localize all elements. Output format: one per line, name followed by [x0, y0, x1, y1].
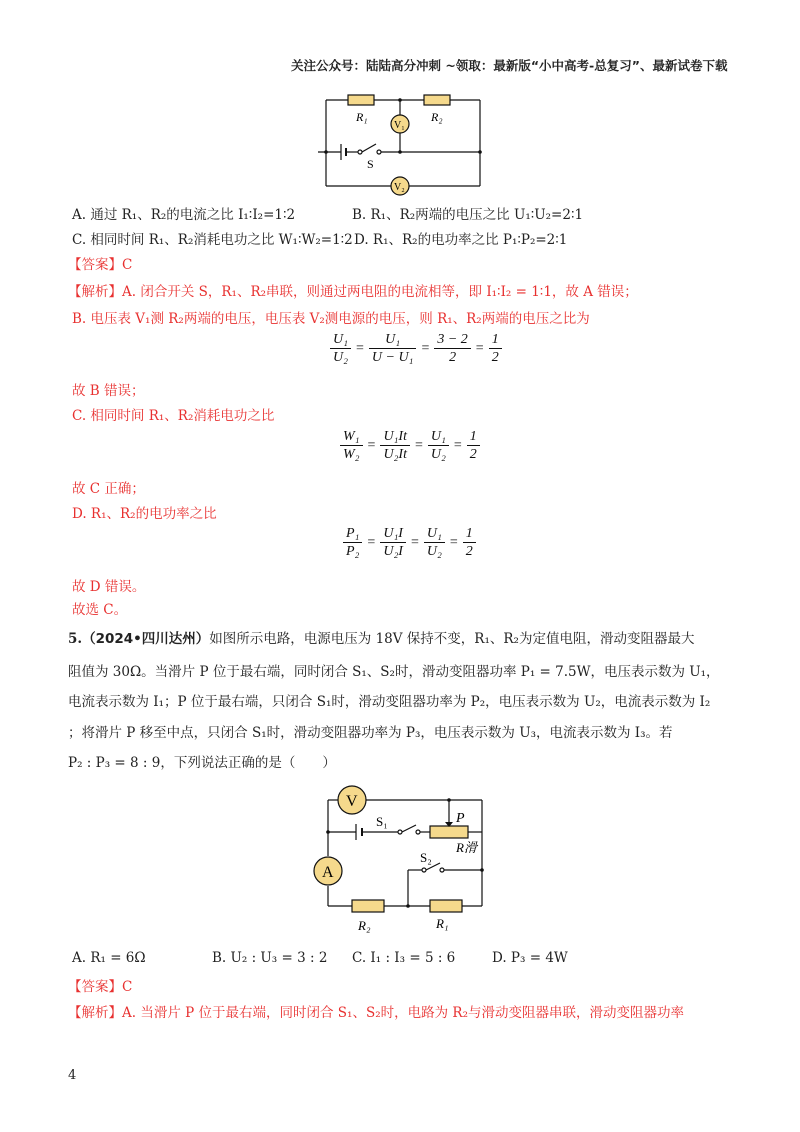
q4-choose: 故选 C。: [72, 602, 128, 618]
q5-stem-line4: ；将滑片 P 移至中点，只闭合 S₁时，滑动变阻器功率为 P₃，电压表示数为 U₃，电流表示数为 I₃。若: [68, 725, 673, 741]
label-s: S: [367, 157, 374, 171]
circuit-diagram-1: [318, 88, 488, 200]
q4-analysis-c: C. 相同时间 R₁、R₂消耗电功之比: [72, 408, 275, 424]
q5-number: 5.: [68, 631, 83, 647]
q4-analysis-a: 【解析】A. 闭合开关 S，R₁、R₂串联，则通过两电阻的电流相等，即 I₁∶I₂ = 1∶1，故 A 错误；: [68, 284, 638, 300]
q4-d-wrong: 故 D 错误。: [72, 579, 146, 595]
q5-stem-line1: [68, 630, 694, 648]
label-p: P: [456, 811, 465, 826]
q5-stem-line3: 电流表示数为 I₁；P 位于最右端，只闭合 S₁时，滑动变阻器功率为 P₂，电压表示数为 U₂，电流表示数为 I₂: [68, 694, 711, 710]
label-r2: R₂: [431, 110, 443, 124]
q5-stem-line5: P₂ : P₃ = 8 : 9，下列说法正确的是（ ）: [68, 755, 336, 771]
label-v2: V₂: [394, 182, 405, 193]
circuit-diagram-2: [312, 784, 492, 936]
q4-answer: 【答案】C: [68, 257, 133, 273]
q5-analysis: 【解析】A. 当滑片 P 位于最右端，同时闭合 S₁、S₂时，电路为 R₂与滑动变阻器串联，滑动变阻器功率: [68, 1005, 684, 1021]
q5-option-a: A. R₁ = 6Ω: [72, 950, 146, 966]
q4-b-wrong: 故 B 错误；: [72, 383, 145, 399]
q5-line1-text: 如图所示电路，电源电压为 18V 保持不变，R₁、R₂为定值电阻，滑动变阻器最大: [209, 631, 695, 647]
equation-work-ratio: $\frac{\text{W₁}}{\text{W₂}}$ = $\frac{\text{U₁It}}{\text{U₂It}}$ = $\frac{\text{U₁}}{\text{U₂}}$ = $\frac{1}{2}$: [338, 428, 482, 463]
label-r2: R₂: [358, 918, 371, 933]
q4-option-b: B. R₁、R₂两端的电压之比 U₁∶U₂=2∶1: [352, 207, 584, 223]
page-header: 关注公众号：陆陆高分冲刺 ~领取：最新版“小中高考-总复习”、最新试卷下载: [291, 58, 728, 73]
q5-stem-line2: 阻值为 30Ω。当滑片 P 位于最右端，同时闭合 S₁、S₂时，滑动变阻器功率 P₁ = 7.5W，电压表示数为 U₁，: [68, 664, 720, 680]
label-s2: S₂: [420, 850, 432, 865]
q4-analysis-d: D. R₁、R₂的电功率之比: [72, 506, 217, 522]
label-r-slide: R滑: [456, 840, 477, 855]
q4-option-a: A. 通过 R₁、R₂的电流之比 I₁∶I₂=1∶2: [72, 207, 296, 223]
page-number: 4: [68, 1068, 77, 1083]
q5-option-d: D. P₃ = 4W: [492, 950, 568, 966]
label-v1: V₁: [394, 120, 405, 131]
label-voltmeter: V: [346, 793, 358, 810]
q4-analysis-b: B. 电压表 V₁测 R₂两端的电压，电压表 V₂测电源的电压，则 R₁、R₂两端的电压之比为: [72, 311, 590, 327]
label-ammeter: A: [322, 864, 334, 881]
q4-option-d: D. R₁、R₂的电功率之比 P₁∶P₂=2∶1: [354, 232, 568, 248]
q4-option-c: C. 相同时间 R₁、R₂消耗电功之比 W₁∶W₂=1∶2: [72, 232, 353, 248]
q5-source: （2024•四川达州）: [82, 631, 210, 647]
label-s1: S₁: [376, 814, 388, 829]
q5-option-b: B. U₂ : U₃ = 3 : 2: [212, 950, 328, 966]
label-r1: R₁: [436, 916, 449, 931]
q5-answer: 【答案】C: [68, 979, 133, 995]
equation-voltage-ratio: $\frac{\text{U₁}}{\text{U₂}}$ = $\frac{\text{U₁}}{\text{U − U₁}}$ = $\frac{3 - 2}{2}$ = $\frac{1}{2}$: [328, 331, 504, 366]
q4-c-right: 故 C 正确；: [72, 481, 145, 497]
q5-option-c: C. I₁ : I₃ = 5 : 6: [352, 950, 456, 966]
label-r1: R₁: [356, 110, 368, 124]
equation-power-ratio: $\frac{\text{P₁}}{\text{P₂}}$ = $\frac{\text{U₁I}}{\text{U₂I}}$ = $\frac{\text{U₁}}{\text{U₂}}$ = $\frac{1}{2}$: [341, 525, 478, 560]
